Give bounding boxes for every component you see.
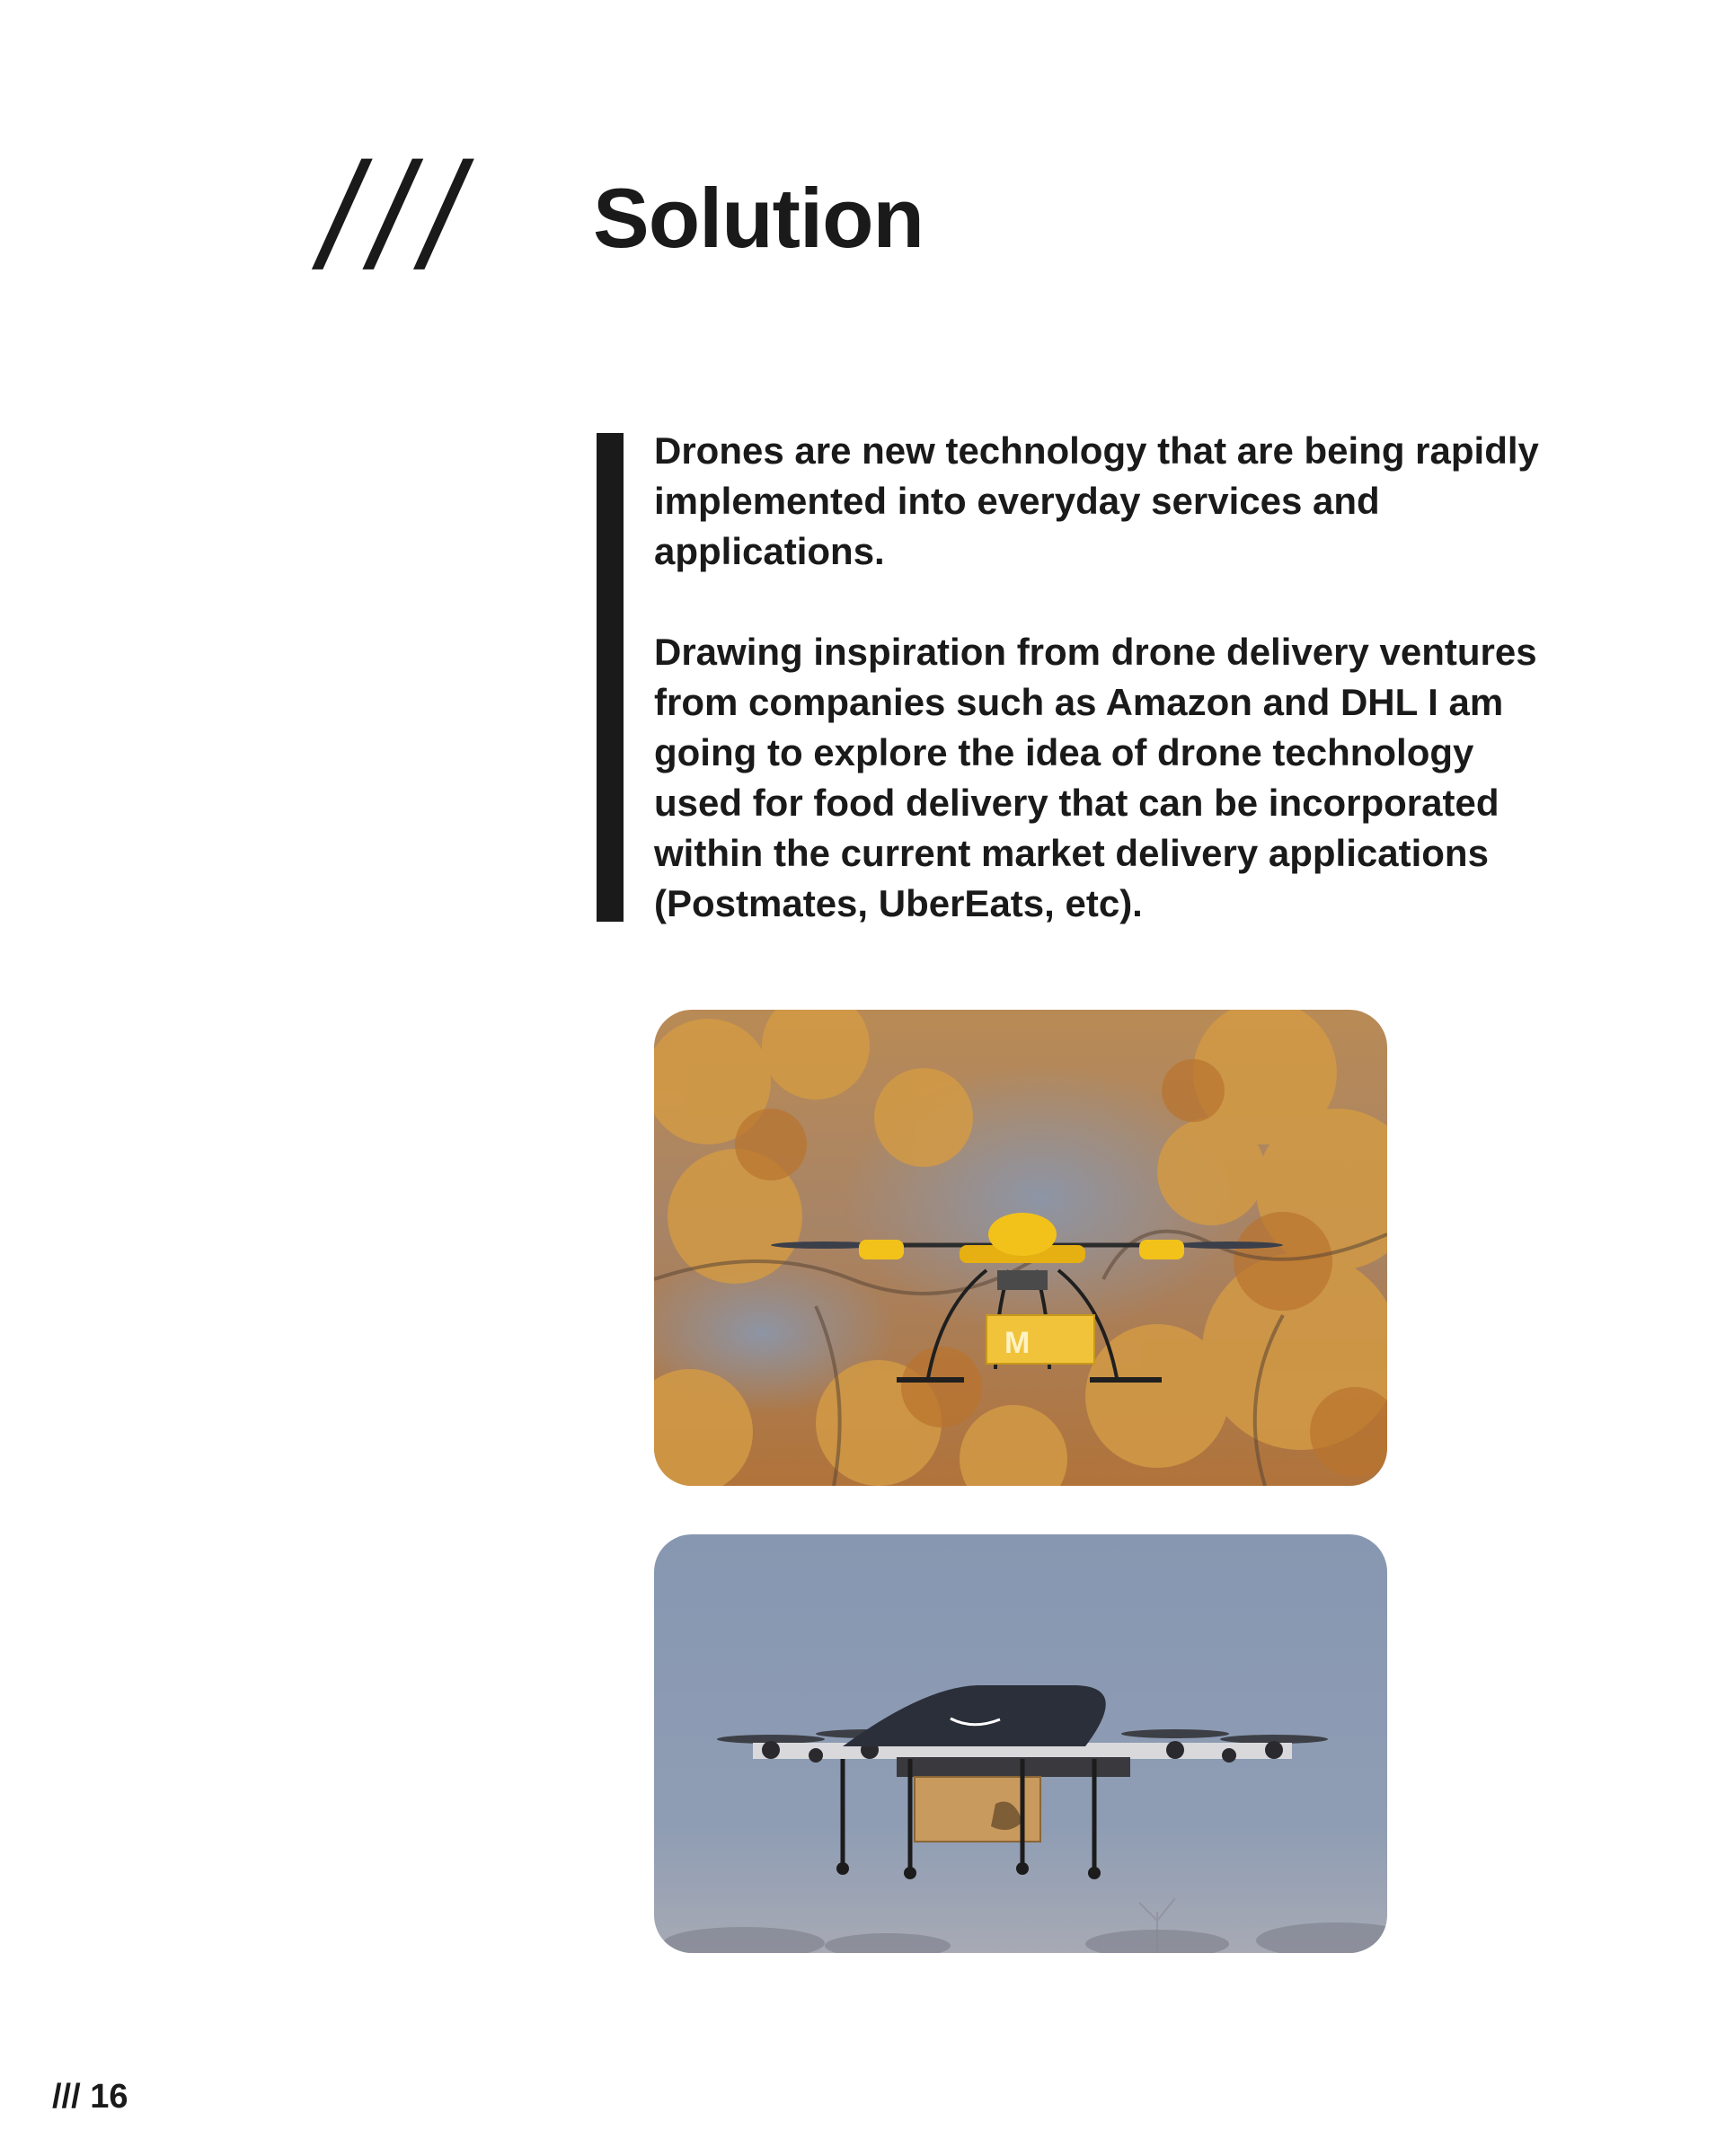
dhl-drone-photo xyxy=(654,1010,1387,1486)
package-letter: M xyxy=(1004,1326,1031,1360)
section-mark: /// xyxy=(308,133,483,289)
accent-bar xyxy=(597,433,624,922)
inspiration-paragraph: Drawing inspiration from drone delivery ventures from companies such as Amazon and DHL I am going to explore the idea of drone technology used for food delivery that can be incorporated within the current market delivery applications (Postmates, UberEats, etc). xyxy=(654,631,1537,924)
intro-paragraph: Drones are new technology that are being rapidly implemented into everyday services and applications. xyxy=(654,429,1539,572)
body-text xyxy=(654,426,1561,929)
page-number: /// 16 xyxy=(52,2078,128,2116)
amazon-drone-photo xyxy=(654,1534,1387,1953)
page-title: Solution xyxy=(593,171,924,265)
